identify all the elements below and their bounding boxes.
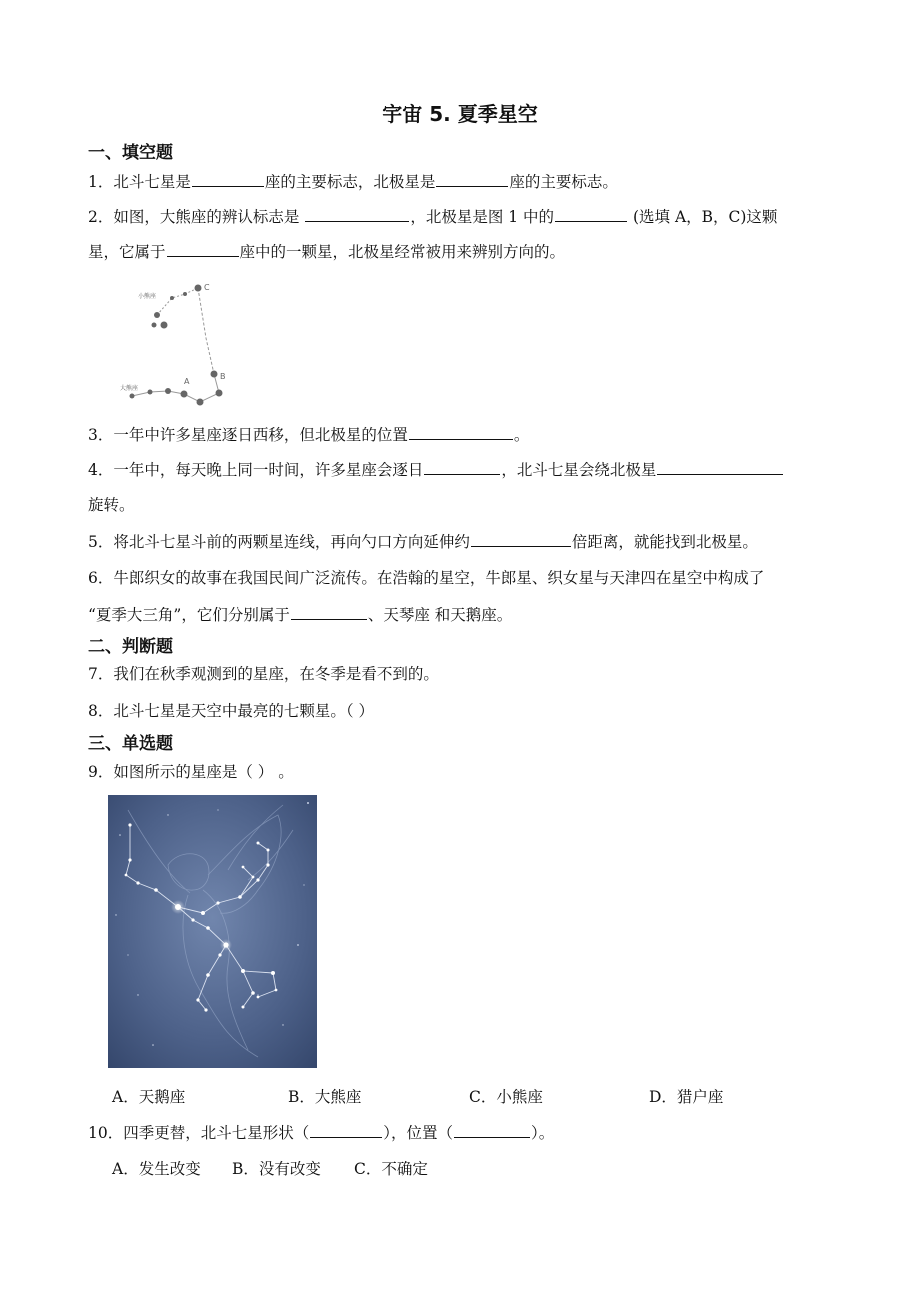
q6-text-b: “夏季大三角”，它们分别属于 [88,606,290,624]
star [216,390,223,397]
star [152,323,157,328]
q6-text-c: 、天琴座 和天鹅座。 [367,606,513,624]
section-fill-in: 一、填空题 [88,143,173,163]
section-single-choice: 三、单选题 [88,734,173,754]
star [165,388,171,394]
q4-blank-2[interactable] [657,460,783,475]
question-3 [88,423,529,445]
constellation-photo [108,795,317,1068]
q2-blank-3[interactable] [167,242,239,257]
star [183,292,187,296]
question-6-line-2 [88,603,512,625]
star [154,312,160,318]
question-2 [88,205,777,227]
star [170,296,174,300]
q1-text-c: 座的主要标志。 [509,173,618,191]
sky-background [108,795,317,1068]
q2-text-e: 座中的一颗星，北极星经常被用来辨别方向的。 [239,243,566,261]
star-a [181,391,188,398]
q10-blank-2[interactable] [454,1123,530,1138]
question-5 [88,530,758,552]
page-title: 宇宙 5. 夏季星空 [382,102,538,126]
star-c [195,285,202,292]
star [197,399,204,406]
q1-text-a: 1．北斗七星是 [88,173,191,191]
q4-text-a: 4．一年中，每天晚上同一时间，许多星座会逐日 [88,461,424,479]
label-b: B [220,372,226,381]
q3-text-b: 。 [513,426,530,444]
q2-text-a: 2．如图，大熊座的辨认标志是 [88,208,300,226]
q9-option-a[interactable]: A．天鹅座 [112,1088,186,1106]
star [161,322,168,329]
q9-option-c[interactable]: C．小熊座 [469,1088,543,1106]
q10-option-a[interactable]: A．发生改变 [112,1160,201,1178]
big-dipper-line [132,374,219,402]
label-a: A [184,377,190,386]
q10-text-c: ）。 [531,1124,555,1142]
q10-blank-1[interactable] [310,1123,382,1138]
q9-option-d[interactable]: D．猎户座 [649,1088,724,1106]
question-4-line-2: 旋转。 [88,496,135,514]
q1-text-b: 座的主要标志，北极星是 [264,173,436,191]
q10-text-a: 10．四季更替，北斗七星形状（ [88,1124,310,1142]
q9-option-b[interactable]: B．大熊座 [288,1088,362,1106]
little-dipper-line [157,288,198,315]
q2-blank-2[interactable] [555,207,627,222]
pointer-guide-line [198,288,214,374]
q2-blank-1[interactable] [305,207,409,222]
small-bear-label: 小熊座 [138,293,157,300]
q5-text-b: 倍距离，就能找到北极星。 [571,533,758,551]
question-9: 9．如图所示的星座是（ ） 。 [88,763,294,781]
q10-option-b[interactable]: B．没有改变 [232,1160,321,1178]
label-c: C [204,283,210,292]
q5-text-a: 5．将北斗七星斗前的两颗星连线，再向勺口方向延伸约 [88,533,470,551]
question-7: 7．我们在秋季观测到的星座，在冬季是看不到的。 [88,665,439,683]
q3-blank[interactable] [409,425,513,440]
question-10 [88,1121,554,1143]
q2-text-b: ，北极星是图 1 中的 [410,208,555,226]
q4-text-b: ，北斗七星会绕北极星 [501,461,657,479]
q10-option-c[interactable]: C．不确定 [354,1160,428,1178]
constellation-figure-1 [110,278,230,408]
star [130,394,135,399]
q5-blank[interactable] [471,532,571,547]
q3-text-a: 3．一年中许多星座逐日西移，但北极星的位置 [88,426,408,444]
q1-blank-1[interactable] [192,172,264,187]
q10-text-b: ），位置（ [383,1124,453,1142]
q1-blank-2[interactable] [436,172,508,187]
section-judge: 二、判断题 [88,637,173,657]
q4-blank-1[interactable] [424,460,500,475]
question-1 [88,170,618,192]
question-2-line-2 [88,240,565,262]
big-bear-label: 大熊座 [120,385,139,392]
question-8: 8．北斗七星是天空中最亮的七颗星。（ ） [88,702,375,720]
question-4 [88,458,784,480]
q2-text-d: 星，它属于 [88,243,166,261]
q2-text-c: (选填 A，B，C)这颗 [632,208,778,226]
q6-blank[interactable] [291,605,367,620]
star [148,390,153,395]
question-6: 6．牛郎织女的故事在我国民间广泛流传。在浩翰的星空，牛郎星、织女星与天津四在星空中构成了 [88,569,765,587]
star-b [211,371,218,378]
